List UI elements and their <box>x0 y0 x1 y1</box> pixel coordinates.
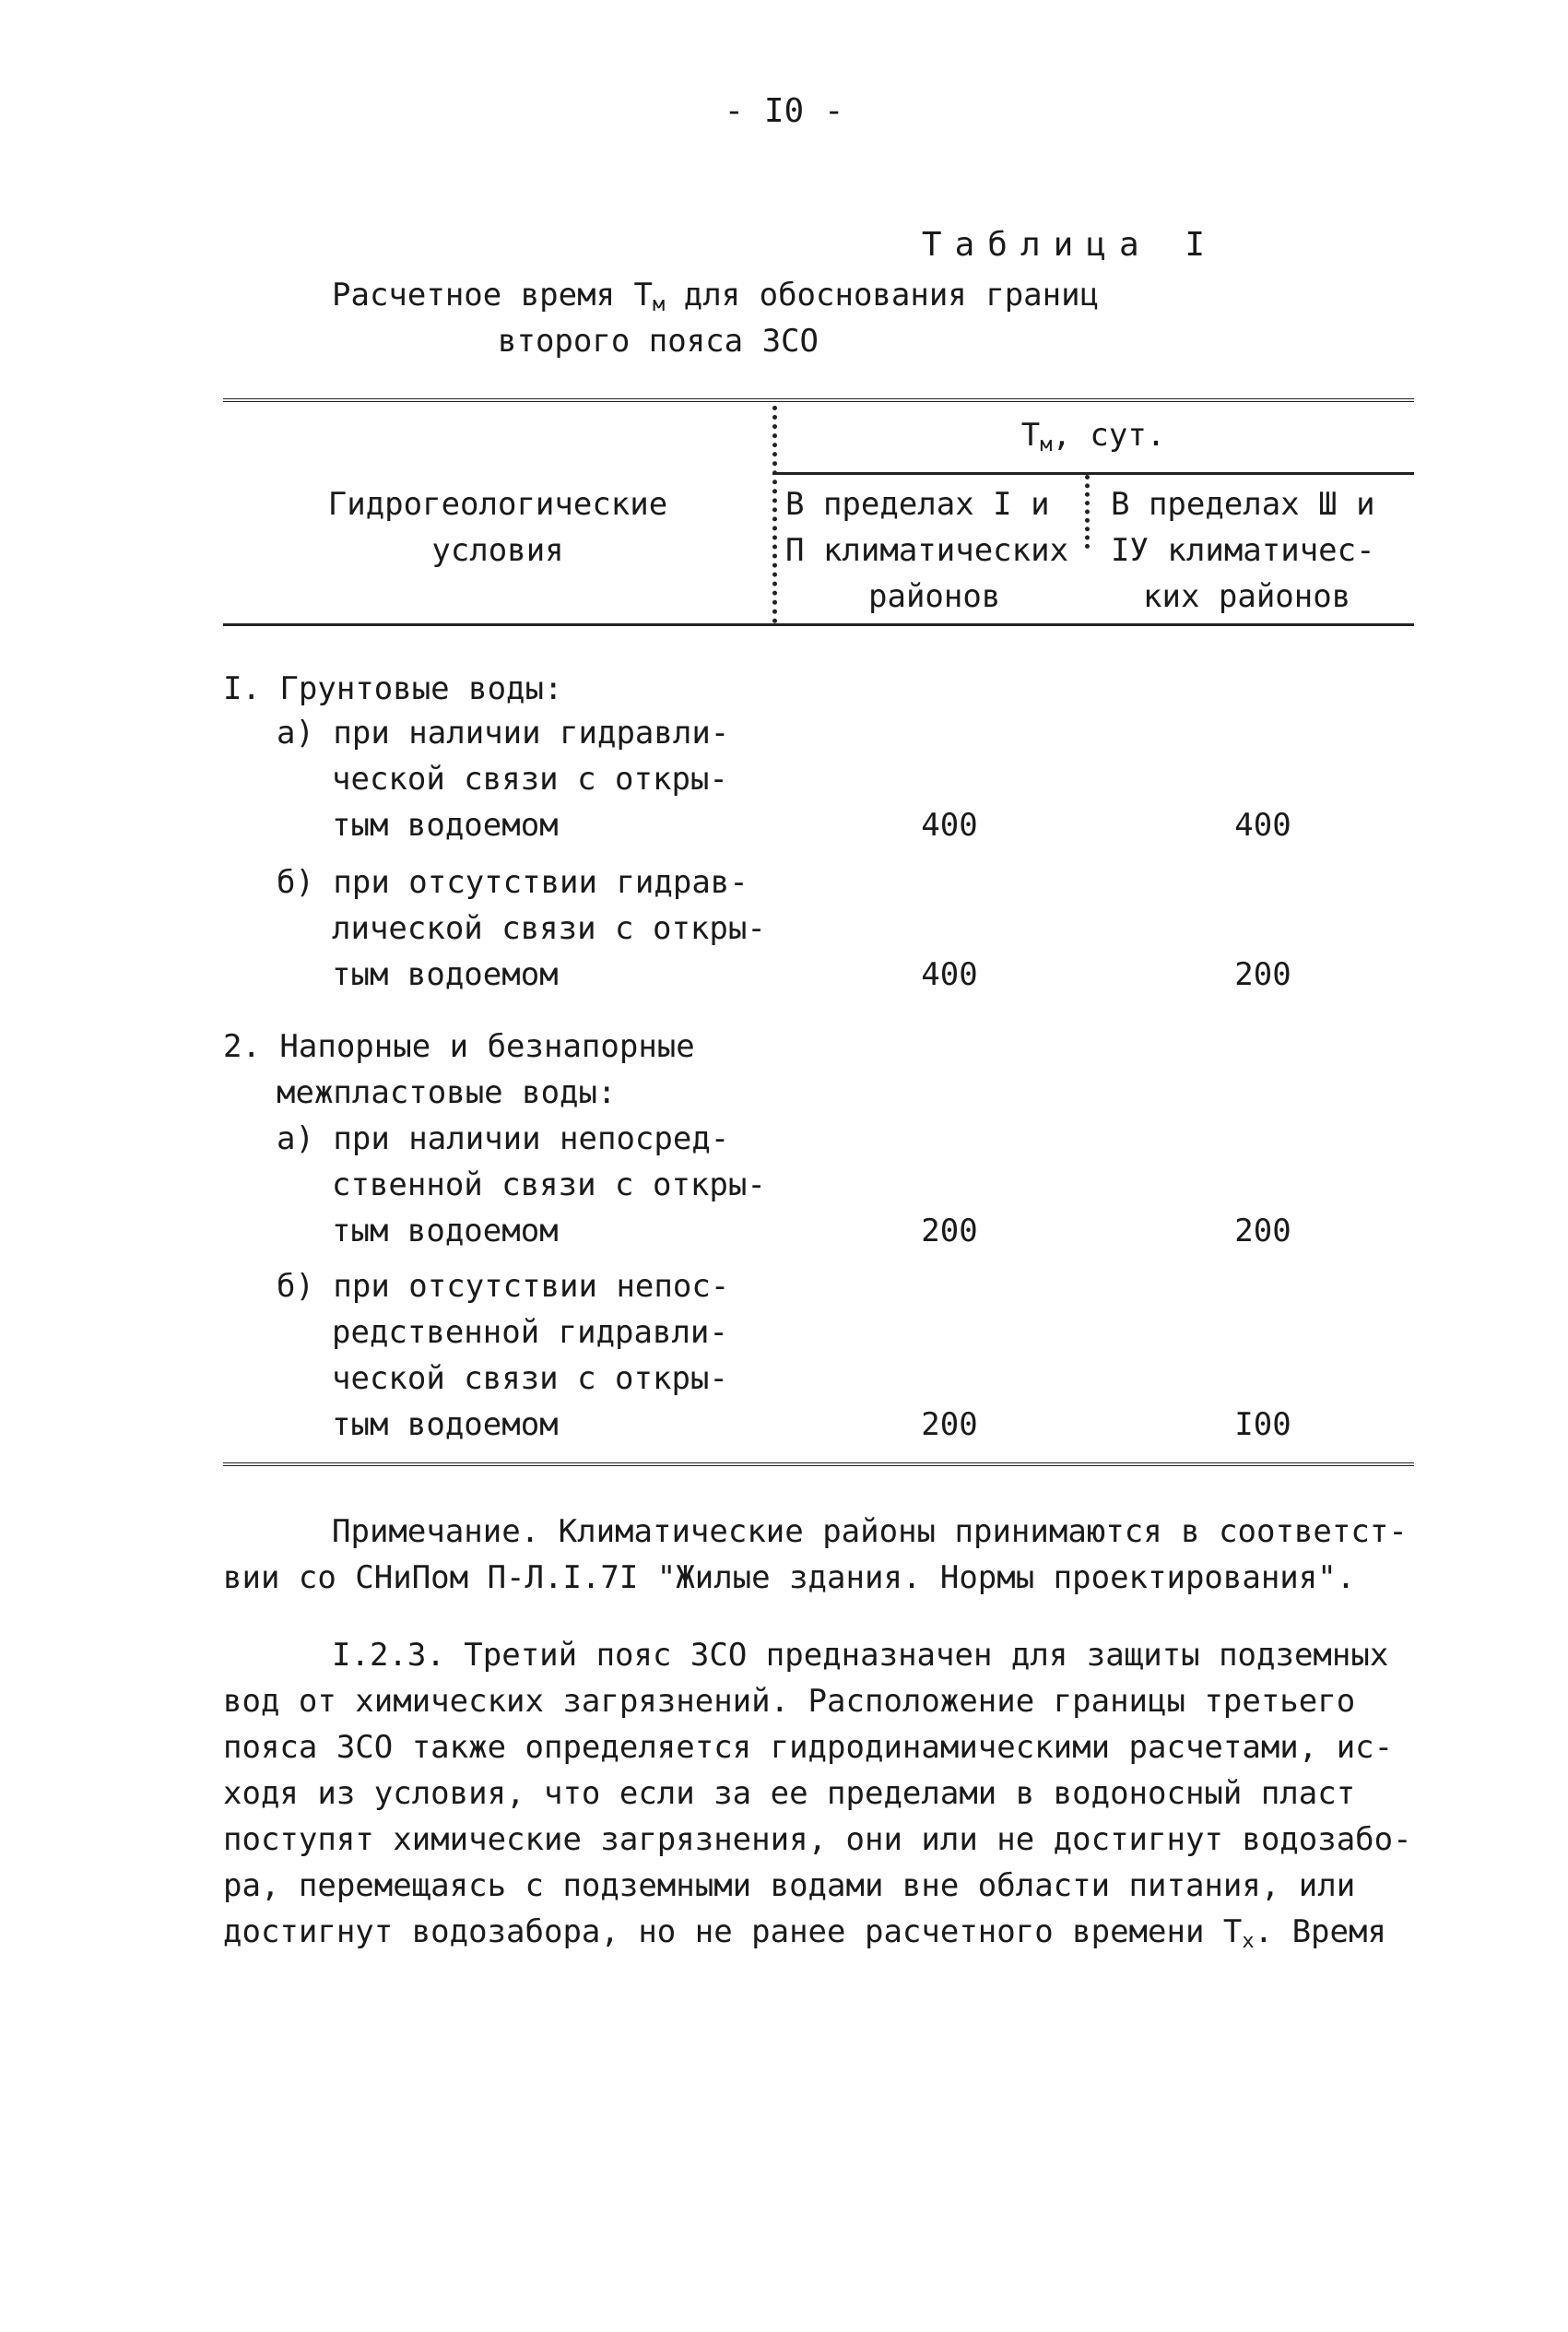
paragraph-line3: пояса ЗСО также определяется гидродинамическими расчетами, ис- <box>223 1729 1394 1766</box>
table-caption-line2: второго пояса ЗСО <box>498 323 819 360</box>
row-section-1: I. Грунтовые воды: <box>223 670 563 707</box>
table-caption-line1: Расчетное время $Т_м$ для обоснования границ <box>332 277 1100 316</box>
row-2b-line1: б) при отсутствии непос- <box>277 1268 730 1305</box>
row-2a-line2: ственной связи с откры- <box>332 1166 766 1203</box>
paragraph-line7: достигнут водозабора, но не ранее расчетного времени $Т_х$. Время <box>223 1913 1386 1953</box>
header-col2-line3: районов <box>868 578 1001 615</box>
row-1a-line1: а) при наличии гидравли- <box>277 715 730 752</box>
table-top-rule <box>223 398 1414 402</box>
row-2b-line4: тым водоемом <box>332 1406 559 1443</box>
note-line2: вии со СНиПом П-Л.I.7I "Жилые здания. Нормы проектирования". <box>223 1559 1356 1596</box>
header-sub-rule <box>772 472 1414 475</box>
row-2b-line2: редственной гидравли- <box>332 1314 728 1351</box>
header-subcol-divider <box>1085 475 1090 549</box>
row-2a-value2: 200 <box>1234 1213 1291 1249</box>
row-2b-value2: I00 <box>1234 1406 1291 1443</box>
row-1a-line3: тым водоемом <box>332 807 559 844</box>
paragraph-line2: вод от химических загрязнений. Расположение границы третьего <box>223 1683 1356 1720</box>
header-bottom-rule <box>223 623 1414 626</box>
paragraph-line6: ра, перемещаясь с подземными водами вне области питания, или <box>223 1867 1356 1904</box>
row-2b-line3: ческой связи с откры- <box>332 1360 728 1397</box>
row-2a-line3: тым водоемом <box>332 1213 559 1249</box>
row-2b-value1: 200 <box>921 1406 978 1443</box>
header-tm: $Т_м$, сут. <box>1020 417 1166 456</box>
paragraph-line5: поступят химические загрязнения, они или не достигнут водозабо- <box>223 1821 1412 1858</box>
row-1b-value2: 200 <box>1234 956 1291 993</box>
row-2a-line1: а) при наличии непосред- <box>277 1120 730 1157</box>
note-line1: Примечание. Климатические районы принимаются в соответст- <box>332 1513 1408 1550</box>
header-col3-line3: ких районов <box>1143 578 1351 615</box>
row-1b-line1: б) при отсутствии гидрав- <box>277 864 749 901</box>
header-col2-line1: В пределах I и <box>785 486 1050 523</box>
table-label: Таблица I <box>921 226 1218 264</box>
row-1a-value1: 400 <box>921 807 978 844</box>
row-1b-value1: 400 <box>921 956 978 993</box>
paragraph-line1: I.2.3. Третий пояс ЗСО предназначен для защиты подземных <box>332 1637 1389 1674</box>
row-section-2-line2: межпластовые воды: <box>277 1074 617 1111</box>
page-number: - I0 - <box>724 92 844 130</box>
header-col3-line1: В пределах Ш и <box>1111 486 1375 523</box>
paragraph-line4: ходя из условия, что если за ее пределами в водоносный пласт <box>223 1775 1356 1812</box>
row-1a-value2: 400 <box>1234 807 1291 844</box>
header-col1-line2: условия <box>431 532 564 569</box>
row-2a-value1: 200 <box>921 1213 978 1249</box>
header-col1-line1: Гидрогеологические <box>327 486 668 523</box>
row-1b-line2: лической связи с откры- <box>332 910 766 947</box>
row-1a-line2: ческой связи с откры- <box>332 761 728 798</box>
row-1b-line3: тым водоемом <box>332 956 559 993</box>
row-section-2-line1: 2. Напорные и безнапорные <box>223 1028 695 1065</box>
header-col3-line2: IУ климатичес- <box>1111 532 1375 569</box>
table-bottom-rule <box>223 1462 1414 1466</box>
header-col2-line2: П климатических <box>785 532 1069 569</box>
